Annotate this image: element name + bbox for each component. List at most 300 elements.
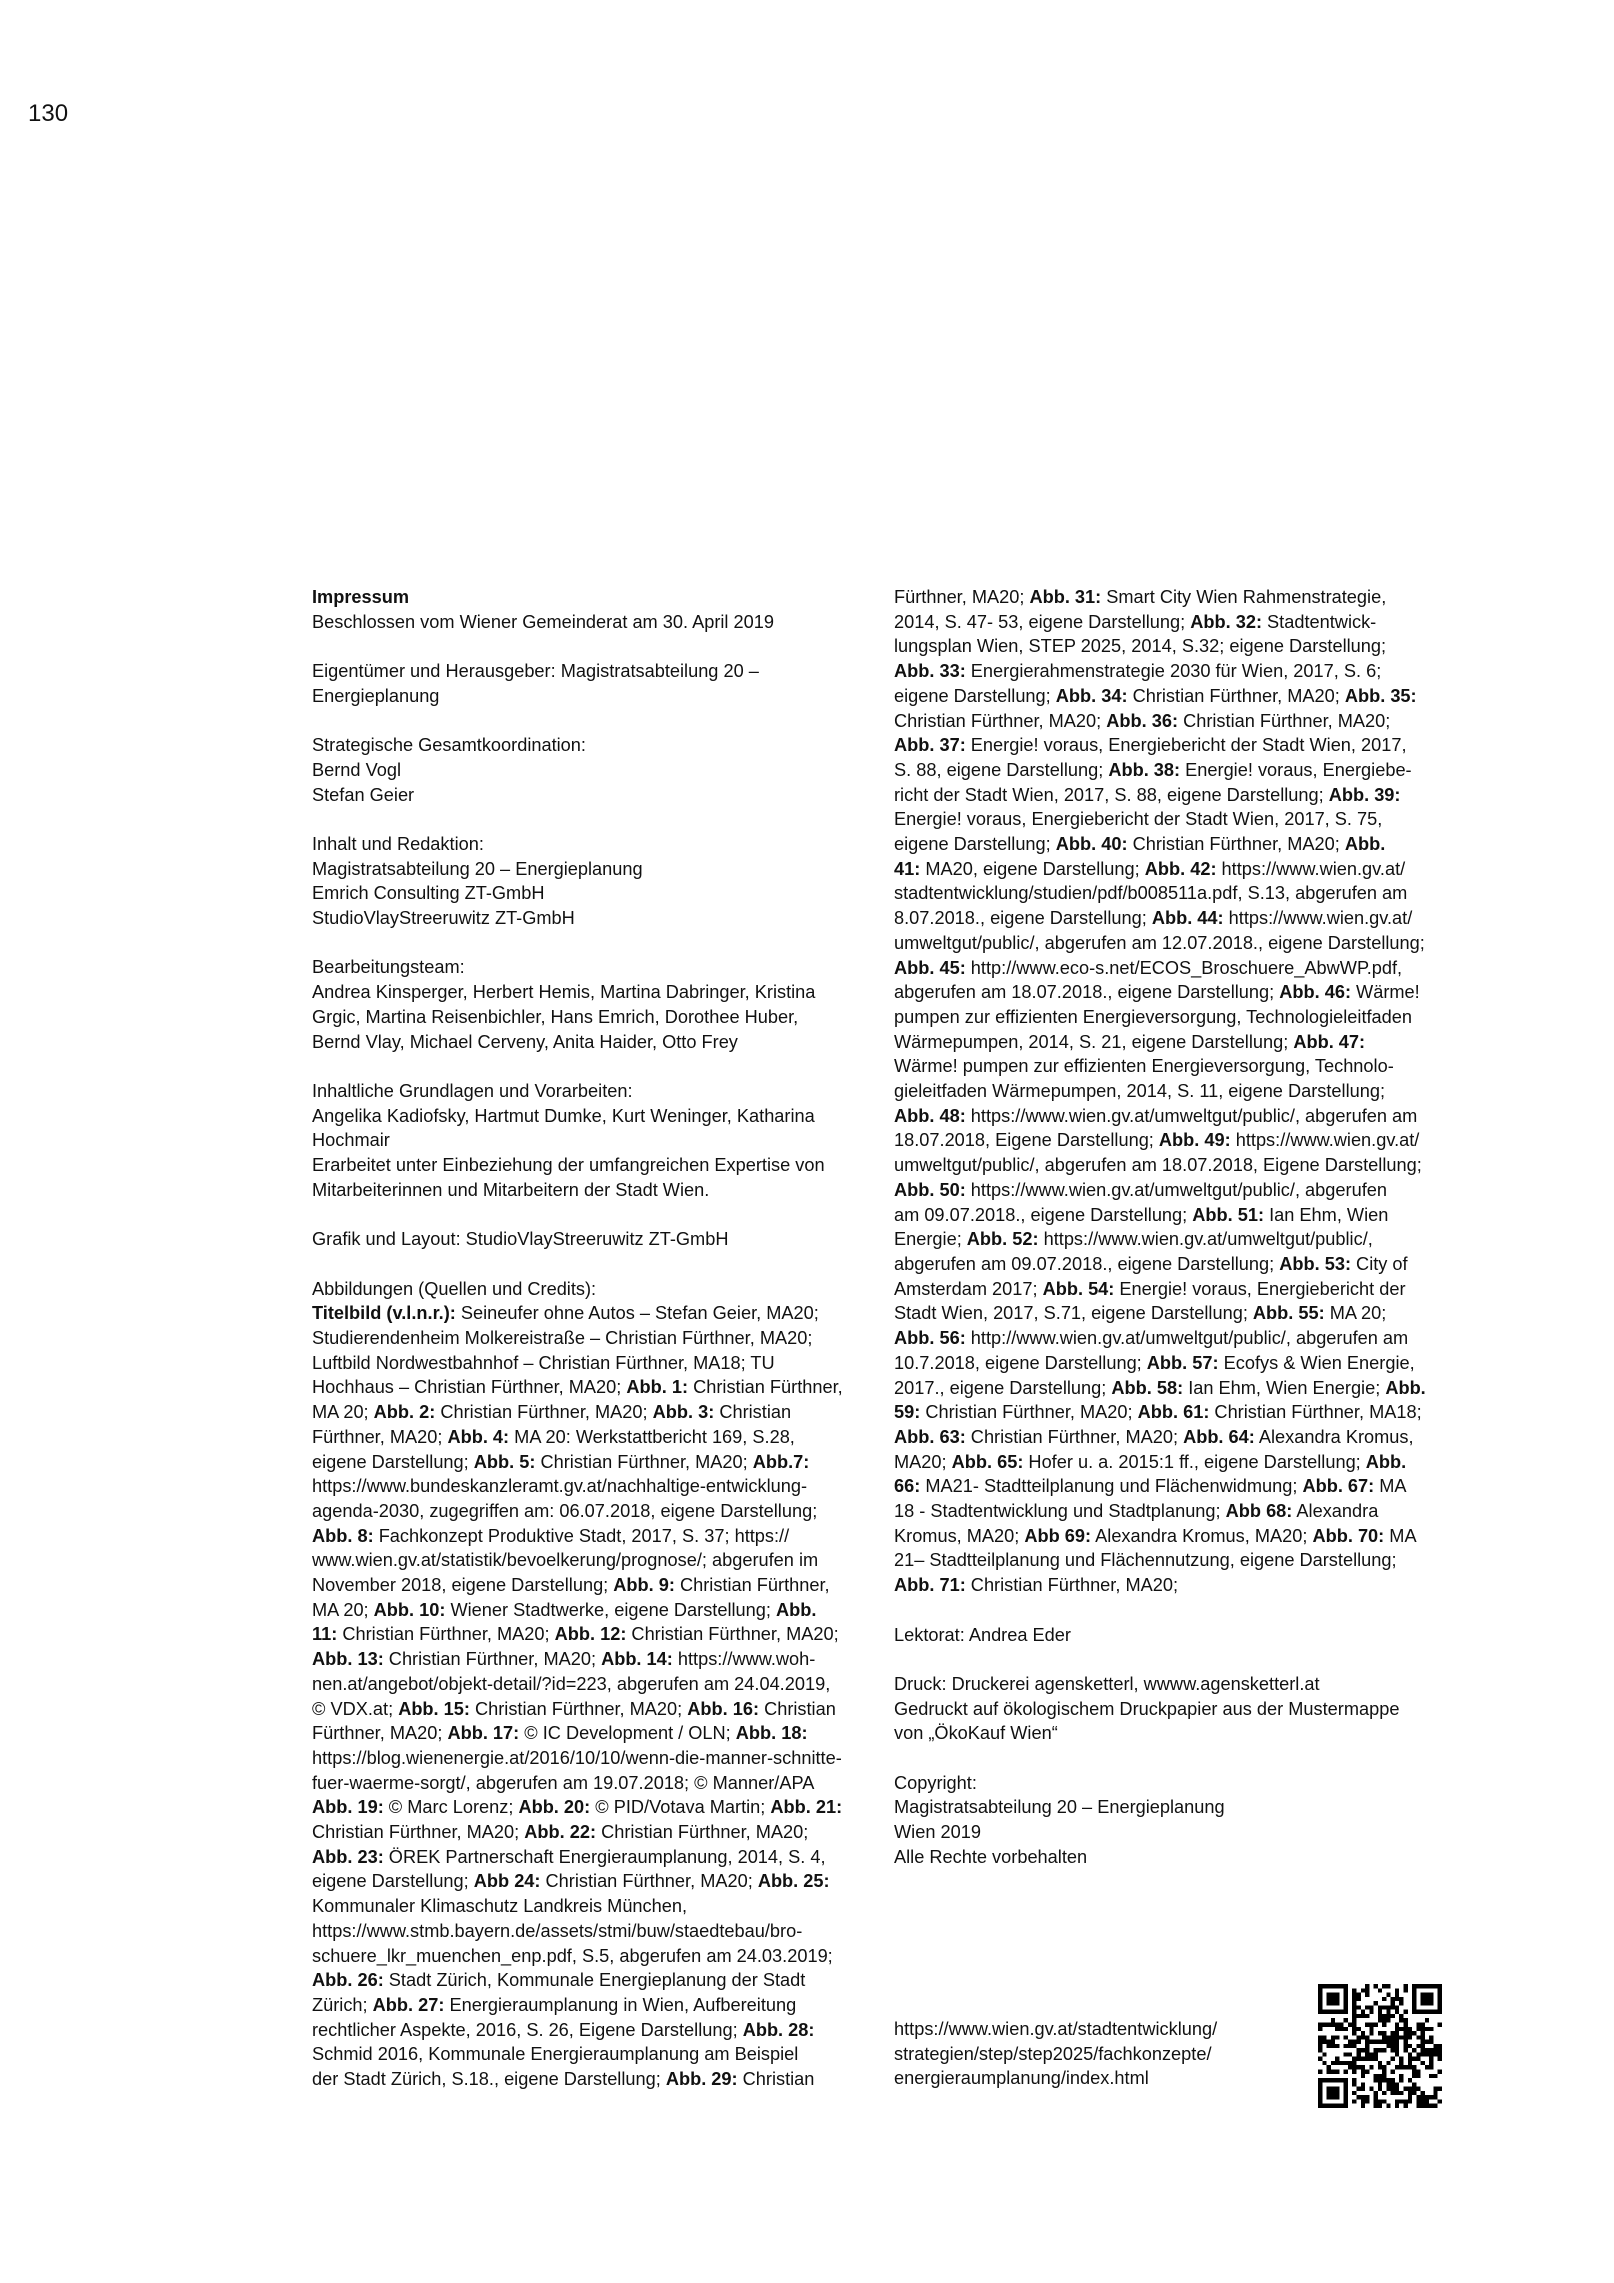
qr-module [1327, 2022, 1331, 2026]
text-segment: MA [1374, 1476, 1407, 1497]
qr-module [1429, 1997, 1433, 2001]
text-segment: Gedruckt auf ökologischem Druckpapier aus der Mustermappe [894, 1698, 1400, 1719]
qr-module [1382, 2099, 1386, 2103]
qr-module [1356, 1993, 1360, 1997]
qr-module [1361, 2095, 1365, 2099]
qr-module [1378, 2082, 1382, 2086]
text-segment: eigene Darstellung; [312, 1451, 474, 1472]
qr-module [1352, 2099, 1356, 2103]
qr-module [1399, 2018, 1403, 2022]
qr-module [1429, 2010, 1433, 2014]
qr-module [1412, 1984, 1416, 1988]
qr-module [1331, 2001, 1335, 2005]
qr-module [1425, 2001, 1429, 2005]
figure-ref: Abb. 63: [894, 1426, 966, 1447]
text-line [312, 832, 857, 857]
text-segment: richt der Stadt Wien, 2017, S. 88, eigene Darstellung; [894, 784, 1329, 805]
qr-module [1318, 1997, 1322, 2001]
text-segment: Magistratsabteilung 20 – Energieplanung [312, 858, 643, 879]
qr-module [1331, 2078, 1335, 2082]
text-segment: MA 20; [1324, 1303, 1387, 1324]
text-segment: Energie! voraus, Energiebericht der [1114, 1278, 1406, 1299]
figure-ref: Abb. 39: [1328, 784, 1401, 805]
text-line [894, 1178, 1454, 1203]
text-line [894, 1697, 1454, 1722]
qr-module [1438, 2099, 1442, 2103]
qr-module [1399, 2001, 1403, 2005]
qr-module [1365, 1993, 1369, 1997]
qr-module [1412, 2010, 1416, 2014]
text-segment: Energie! voraus, Energiebericht der Stadt Wien, 2017, S. 75, [894, 809, 1383, 830]
text-segment: City of [1351, 1253, 1408, 1274]
qr-module [1369, 2027, 1373, 2031]
figure-ref: Abb. 50: [894, 1179, 966, 1200]
qr-module [1412, 1993, 1416, 1997]
qr-module [1421, 2027, 1425, 2031]
qr-module [1416, 2095, 1420, 2099]
paragraph-credits-right [894, 585, 1454, 1598]
qr-module [1356, 2040, 1360, 2044]
qr-module [1425, 2052, 1429, 2056]
text-segment: MA20; [894, 1451, 952, 1472]
qr-module [1404, 1984, 1408, 1988]
figure-ref: Abb. 10: [373, 1599, 446, 1620]
text-line [312, 1573, 857, 1598]
text-segment: S. 88, eigene Darstellung; [894, 759, 1109, 780]
qr-module [1361, 2057, 1365, 2061]
qr-module [1335, 2070, 1339, 2074]
text-segment: lungsplan Wien, STEP 2025, 2014, S.32; eigene Darstellung; [894, 636, 1387, 657]
qr-module [1327, 2044, 1331, 2048]
text-line [894, 1054, 1454, 1079]
text-line [894, 1771, 1454, 1796]
text-segment: Christian Fürthner, MA20; [1127, 834, 1345, 855]
qr-module [1344, 2082, 1348, 2086]
url-block [894, 2017, 1294, 2091]
qr-module [1438, 2010, 1442, 2014]
qr-module [1395, 2035, 1399, 2039]
qr-module [1352, 2018, 1356, 2022]
figure-ref: Abb 24: [473, 1871, 541, 1892]
text-segment: November 2018, eigene Darstellung; [312, 1575, 614, 1596]
text-line [312, 1919, 857, 1944]
qr-module [1344, 2104, 1348, 2108]
text-segment: https://www.wien.gv.at/ [1216, 858, 1406, 879]
paragraph-copyright [894, 1771, 1454, 1870]
qr-module [1369, 2022, 1373, 2026]
text-line [894, 1845, 1454, 1870]
qr-module [1421, 2044, 1425, 2048]
qr-module [1365, 2035, 1369, 2039]
text-line [312, 1869, 857, 1894]
qr-module [1322, 2078, 1326, 2082]
qr-module [1374, 2095, 1378, 2099]
text-line [894, 857, 1454, 882]
text-segment: Bearbeitungsteam: [312, 957, 465, 978]
text-line [894, 585, 1454, 610]
qr-module [1352, 2082, 1356, 2086]
qr-module [1421, 2104, 1425, 2108]
text-line [312, 1697, 857, 1722]
text-segment: Fürthner, MA20; [312, 1426, 448, 1447]
qr-module [1395, 2048, 1399, 2052]
qr-module [1399, 2057, 1403, 2061]
qr-module [1322, 2061, 1326, 2065]
figure-ref: Abb. 61: [1137, 1402, 1210, 1423]
text-segment: Hochhaus – Christian Fürthner, MA20; [312, 1377, 627, 1398]
qr-module [1395, 2005, 1399, 2009]
qr-module [1378, 2074, 1382, 2078]
text-segment: © VDX.at; [312, 1698, 399, 1719]
qr-module [1438, 1993, 1442, 1997]
text-segment: Erarbeitet unter Einbeziehung der umfangreichen Expertise von [312, 1155, 825, 1176]
qr-module [1322, 1984, 1326, 1988]
text-line [894, 659, 1454, 684]
qr-module [1374, 1984, 1378, 1988]
text-line [894, 1227, 1454, 1252]
text-line [894, 881, 1454, 906]
qr-module [1356, 1997, 1360, 2001]
text-segment: Christian [737, 2069, 815, 2090]
qr-module [1374, 2001, 1378, 2005]
qr-module [1425, 2065, 1429, 2069]
qr-module [1395, 2065, 1399, 2069]
qr-module [1348, 2052, 1352, 2056]
text-segment: Christian Fürthner, MA20; [435, 1402, 653, 1423]
qr-module [1331, 2044, 1335, 2048]
qr-module [1348, 2044, 1352, 2048]
qr-module [1386, 2035, 1390, 2039]
qr-module [1331, 1984, 1335, 1988]
qr-module [1374, 2091, 1378, 2095]
qr-module [1391, 2091, 1395, 2095]
qr-module [1412, 2065, 1416, 2069]
qr-module [1425, 2040, 1429, 2044]
qr-module [1395, 2022, 1399, 2026]
qr-module [1382, 2074, 1386, 2078]
qr-module [1382, 2005, 1386, 2009]
qr-module [1408, 2095, 1412, 2099]
qr-module [1344, 2010, 1348, 2014]
text-segment: Christian Fürthner, [674, 1575, 830, 1596]
qr-module [1421, 2048, 1425, 2052]
qr-module [1344, 2052, 1348, 2056]
qr-module [1327, 2065, 1331, 2069]
qr-module [1395, 2104, 1399, 2108]
text-segment: Strategische Gesamtkoordination: [312, 735, 586, 756]
qr-module [1335, 2022, 1339, 2026]
text-line [894, 709, 1454, 734]
qr-module [1361, 2099, 1365, 2103]
text-line [312, 1598, 857, 1623]
text-segment: Christian Fürthner, MA20; [1127, 685, 1345, 706]
qr-module [1339, 1984, 1343, 1988]
qr-module [1361, 2082, 1365, 2086]
qr-module [1339, 2061, 1343, 2065]
qr-module [1408, 2061, 1412, 2065]
text-segment: Christian Fürthner, MA20; [469, 1698, 688, 1719]
qr-module [1339, 2104, 1343, 2108]
qr-module [1386, 2082, 1390, 2086]
text-segment: Alexandra Kromus, [1254, 1426, 1414, 1447]
figure-ref: Abb. 27: [372, 1994, 445, 2015]
qr-module [1378, 2005, 1382, 2009]
qr-module [1352, 2027, 1356, 2031]
figure-ref: Abb. 71: [894, 1575, 966, 1596]
qr-module [1352, 2057, 1356, 2061]
qr-module [1331, 2091, 1335, 2095]
text-line [894, 980, 1454, 1005]
qr-module [1408, 2091, 1412, 2095]
qr-module [1348, 2061, 1352, 2065]
text-line [894, 1153, 1454, 1178]
text-line [894, 1128, 1454, 1153]
qr-module [1352, 2040, 1356, 2044]
figure-ref: Abb. 8: [312, 1525, 374, 1546]
qr-module [1318, 2040, 1322, 2044]
figure-ref: Abb. 26: [312, 1970, 384, 1991]
qr-module [1433, 2048, 1437, 2052]
qr-module [1327, 2010, 1331, 2014]
qr-module [1322, 2040, 1326, 2044]
qr-module [1331, 2095, 1335, 2099]
qr-module [1378, 2010, 1382, 2014]
text-segment: 10.7.2018, eigene Darstellung; [894, 1352, 1147, 1373]
page-number: 130 [28, 100, 69, 127]
text-segment: Alle Rechte vorbehalten [894, 1846, 1088, 1867]
text-segment: Bernd Vogl [312, 759, 401, 780]
qr-module [1369, 2040, 1373, 2044]
qr-module [1412, 2057, 1416, 2061]
text-line [894, 906, 1454, 931]
qr-module [1378, 2104, 1382, 2108]
qr-module [1327, 2095, 1331, 2099]
figure-ref: Abb. [1344, 834, 1386, 855]
figure-ref: Abb. 54: [1042, 1278, 1115, 1299]
figure-ref: Abb. [776, 1599, 817, 1620]
qr-module [1408, 2052, 1412, 2056]
qr-module [1356, 2057, 1360, 2061]
qr-module [1378, 2048, 1382, 2052]
qr-module [1421, 2061, 1425, 2065]
qr-module [1352, 2022, 1356, 2026]
qr-module [1416, 2074, 1420, 2078]
qr-module [1404, 2087, 1408, 2091]
qr-module [1412, 2087, 1416, 2091]
qr-module [1352, 2014, 1356, 2018]
qr-module [1408, 2065, 1412, 2069]
qr-module [1395, 1993, 1399, 1997]
text-segment: MA21- Stadtteilplanung und Flächenwidmung; [920, 1476, 1303, 1497]
figure-ref: Abb. 31: [1029, 587, 1102, 607]
text-segment: https://www.bundeskanzleramt.gv.at/nachhaltige-entwicklung- [312, 1476, 808, 1497]
qr-module [1344, 2001, 1348, 2005]
figure-ref: Abb. 45: [894, 957, 966, 978]
text-line [312, 1128, 857, 1153]
text-line [312, 1326, 857, 1351]
text-line [894, 1425, 1454, 1450]
qr-module [1335, 2010, 1339, 2014]
qr-module [1404, 2048, 1408, 2052]
qr-module [1339, 2078, 1343, 2082]
qr-module [1331, 2061, 1335, 2065]
text-segment: Seineufer ohne Autos – Stefan Geier, MA20; [455, 1303, 819, 1324]
qr-module [1369, 2057, 1373, 2061]
text-line [894, 1400, 1454, 1425]
qr-module [1369, 2010, 1373, 2014]
qr-module [1421, 1993, 1425, 1997]
text-segment: Stadt Wien, 2017, S.71, eigene Darstellung; [894, 1303, 1253, 1324]
qr-module [1352, 2078, 1356, 2082]
text-line [312, 955, 857, 980]
qr-module [1356, 2005, 1360, 2009]
text-segment: eigene Darstellung; [894, 685, 1056, 706]
text-line [894, 1252, 1454, 1277]
text-segment: Fürthner, MA20; [894, 587, 1030, 607]
text-line [894, 1573, 1454, 1598]
qr-module [1327, 2091, 1331, 2095]
text-line [312, 783, 857, 808]
qr-module [1433, 2091, 1437, 2095]
qr-module [1374, 2052, 1378, 2056]
text-segment: Inhalt und Redaktion: [312, 833, 484, 854]
qr-module [1374, 2040, 1378, 2044]
qr-module [1327, 2104, 1331, 2108]
qr-module [1425, 1984, 1429, 1988]
qr-module [1421, 1984, 1425, 1988]
qr-module [1344, 2099, 1348, 2103]
figure-ref: Abb. 56: [894, 1328, 966, 1349]
qr-module [1408, 2044, 1412, 2048]
text-segment: 2014, S. 47- 53, eigene Darstellung; [894, 611, 1191, 632]
text-segment: umweltgut/public/, abgerufen am 18.07.2018, Eigene Darstellung; [894, 1155, 1422, 1176]
figure-ref: Abb. 4: [447, 1426, 510, 1447]
qr-module [1327, 2087, 1331, 2091]
text-line [894, 807, 1454, 832]
text-segment: Christian Fürthner, MA20; [626, 1624, 839, 1645]
qr-module [1331, 2010, 1335, 2014]
text-line [312, 857, 857, 882]
qr-module [1382, 2035, 1386, 2039]
figure-ref: 41: [894, 858, 921, 879]
qr-module [1421, 2022, 1425, 2026]
figure-ref: Abb. 28: [742, 2019, 815, 2040]
qr-module [1404, 2065, 1408, 2069]
qr-module [1399, 2091, 1403, 2095]
qr-module [1352, 2031, 1356, 2035]
text-segment: Christian Fürthner, MA20; [596, 1822, 809, 1843]
qr-module [1438, 2022, 1442, 2026]
qr-module [1344, 2091, 1348, 2095]
paragraph-foundations [312, 1079, 857, 1203]
qr-module [1378, 2078, 1382, 2082]
qr-module [1421, 2035, 1425, 2039]
qr-module [1365, 1988, 1369, 1992]
paragraph-print [894, 1672, 1454, 1746]
text-segment: Christian Fürthner, MA20; [535, 1451, 753, 1472]
qr-module [1391, 1997, 1395, 2001]
text-segment: © IC Development / OLN; [519, 1723, 736, 1744]
qr-module [1416, 1984, 1420, 1988]
text-segment: Fürthner, MA20; [312, 1723, 448, 1744]
figure-ref: Abb. 51: [1192, 1204, 1265, 1225]
text-segment: Lektorat: Andrea Eder [894, 1624, 1071, 1645]
text-segment: Christian [714, 1402, 792, 1423]
qr-module [1395, 2027, 1399, 2031]
figure-ref: Abb. 25: [757, 1871, 830, 1892]
qr-module [1412, 2074, 1416, 2078]
qr-module [1318, 2027, 1322, 2031]
qr-module [1344, 1997, 1348, 2001]
qr-module [1395, 2031, 1399, 2035]
text-segment: Wärme! pumpen zur effizienten Energieversorgung, Technolo- [894, 1056, 1394, 1077]
qr-module [1395, 1997, 1399, 2001]
qr-module [1327, 1984, 1331, 1988]
text-line [894, 956, 1454, 981]
qr-module [1331, 2040, 1335, 2044]
left-column [312, 585, 857, 2116]
qr-module [1382, 2018, 1386, 2022]
text-line [312, 1450, 857, 1475]
text-segment: Angelika Kadiofsky, Hartmut Dumke, Kurt Weninger, Katharina [312, 1105, 815, 1126]
qr-module [1335, 2104, 1339, 2108]
qr-module [1382, 2031, 1386, 2035]
qr-code-icon [1318, 1984, 1442, 2108]
text-segment: Christian Fürthner, MA18; [1209, 1402, 1422, 1423]
text-line [894, 1104, 1454, 1129]
qr-module [1344, 2005, 1348, 2009]
qr-module [1408, 2027, 1412, 2031]
qr-module [1356, 2087, 1360, 2091]
qr-module [1331, 2022, 1335, 2026]
text-segment: © PID/Votava Martin; [590, 1797, 771, 1818]
qr-module [1416, 2099, 1420, 2103]
figure-ref: Abb. 42: [1144, 858, 1217, 879]
qr-module [1365, 2052, 1369, 2056]
text-segment: Christian Fürthner, MA20; [1178, 710, 1391, 731]
qr-module [1365, 2014, 1369, 2018]
text-segment: Hofer u. a. 2015:1 ff., eigene Darstellung; [1023, 1451, 1366, 1472]
qr-module [1438, 2001, 1442, 2005]
qr-module [1365, 2005, 1369, 2009]
qr-module [1361, 2070, 1365, 2074]
qr-module [1331, 2035, 1335, 2039]
text-line [312, 1993, 857, 2018]
text-segment: agenda-2030, zugegriffen am: 06.07.2018, eigene Darstellung; [312, 1500, 818, 1521]
text-segment: Wiener Stadtwerke, eigene Darstellung; [445, 1599, 776, 1620]
qr-module [1318, 2044, 1322, 2048]
figure-ref: Abb. 32: [1190, 611, 1262, 632]
text-line [894, 931, 1454, 956]
qr-module [1412, 2082, 1416, 2086]
qr-module [1352, 2005, 1356, 2009]
qr-module [1391, 2014, 1395, 2018]
qr-module [1318, 1988, 1322, 1992]
qr-module [1425, 2018, 1429, 2022]
text-segment: https://www.wien.gv.at/ [1223, 908, 1413, 929]
text-segment: Inhaltliche Grundlagen und Vorarbeiten: [312, 1080, 633, 1101]
text-segment: Christian Fürthner, MA20; [312, 1822, 525, 1843]
text-segment: https://www.wien.gv.at/umweltgut/public/, abgerufen am [965, 1105, 1418, 1126]
paragraph-editorial [312, 832, 857, 931]
figure-ref: Abb. 17: [447, 1723, 520, 1744]
text-line [312, 1425, 857, 1450]
qr-module [1412, 1997, 1416, 2001]
qr-module [1352, 2061, 1356, 2065]
qr-module [1382, 2040, 1386, 2044]
text-segment: Abbildungen (Quellen und Credits): [312, 1278, 597, 1299]
qr-module [1404, 2010, 1408, 2014]
